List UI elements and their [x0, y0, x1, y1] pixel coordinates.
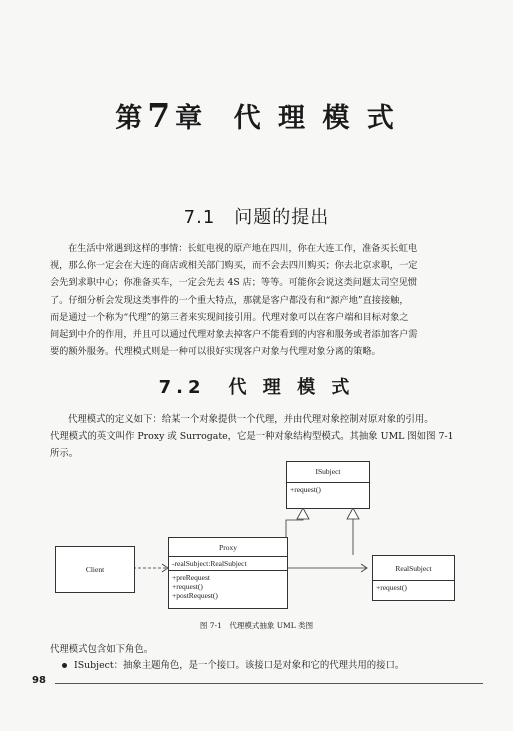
text-line: 会先到求职中心；你准备买车，一定会先去 4S 店；等等。可能你会说这类问题太司空见惯: [50, 277, 418, 289]
class-methods: [373, 580, 454, 599]
uml-class-realsubject: [372, 555, 455, 601]
text-line: 视，那么你一定会在大连的商店或相关部门购买，而不会去四川购买；你去北京求职，一定: [50, 260, 418, 272]
page-number: 98: [32, 675, 46, 686]
method: +request(): [290, 485, 321, 494]
text-line: 所示。: [50, 448, 79, 460]
bullet-text: ISubject：抽象主题角色，是一个接口。该接口是对象和它的代理共用的接口。: [74, 660, 405, 671]
text-line: 而是通过一个称为“代理”的第三者来实现间接引用。代理对象可以在客户端和目标对象之: [50, 311, 409, 323]
uml-class-client: [55, 546, 135, 593]
text-line: 代理模式的定义如下：给某一个对象提供一个代理，并由代理对象控制对原对象的引用。: [68, 414, 434, 425]
class-name: ISubject: [315, 467, 341, 476]
section-heading-7-1: 7.1 问题的提出: [183, 207, 330, 228]
chapter-suffix: 章: [175, 103, 207, 134]
method: +request(): [376, 583, 407, 592]
method: +postRequest(): [172, 591, 218, 600]
chapter-prefix: 第: [115, 103, 147, 134]
class-methods: [287, 482, 369, 507]
bullet-dot: [62, 663, 67, 668]
text-line: 代理模式的英文叫作 Proxy 或 Surrogate，它是一种对象结构型模式。其抽象 UML 图如图 7-1: [50, 431, 454, 443]
realization-arrowhead: [347, 508, 359, 519]
text-line: 在生活中常遇到这样的事情：长虹电视的原产地在四川，你在大连工作，准备买长虹电: [68, 243, 418, 254]
footer-rule: [55, 683, 483, 684]
method: +request(): [172, 582, 203, 591]
section-heading-7-2: 7.2 代 理 模 式: [158, 377, 355, 398]
class-name: Client: [85, 565, 105, 574]
roles-intro: 代理模式包含如下角色。: [50, 644, 154, 655]
bullet-item: [62, 657, 404, 671]
proxy-realization-line: [286, 519, 303, 537]
text-line: 间起到中介的作用，并且可以通过代理对象去掉客户不能看到的内容和服务或者添加客户需: [50, 329, 418, 341]
text-line: 要的额外服务。代理模式则是一种可以很好实现客户对象与代理对象分离的策略。: [50, 346, 381, 358]
chapter-name: 代 理 模 式: [233, 103, 398, 134]
realization-arrowhead: [297, 508, 309, 519]
figure-caption: 图 7-1 代理模式抽象 UML 类图: [199, 621, 314, 630]
class-name: RealSubject: [395, 564, 432, 573]
uml-class-proxy: [168, 537, 288, 609]
chapter-number: 7: [147, 96, 175, 135]
method: +preRequest: [172, 573, 210, 582]
class-methods: [169, 570, 287, 602]
class-fields: [169, 556, 287, 570]
uml-class-isubject: [286, 461, 370, 509]
field: -realSubject:RealSubject: [172, 559, 247, 568]
class-name: Proxy: [219, 543, 237, 552]
text-line: 了。仔细分析会发现这类事件的一个重大特点，那就是客户都没有和“源产地”直接接触，: [50, 294, 409, 306]
